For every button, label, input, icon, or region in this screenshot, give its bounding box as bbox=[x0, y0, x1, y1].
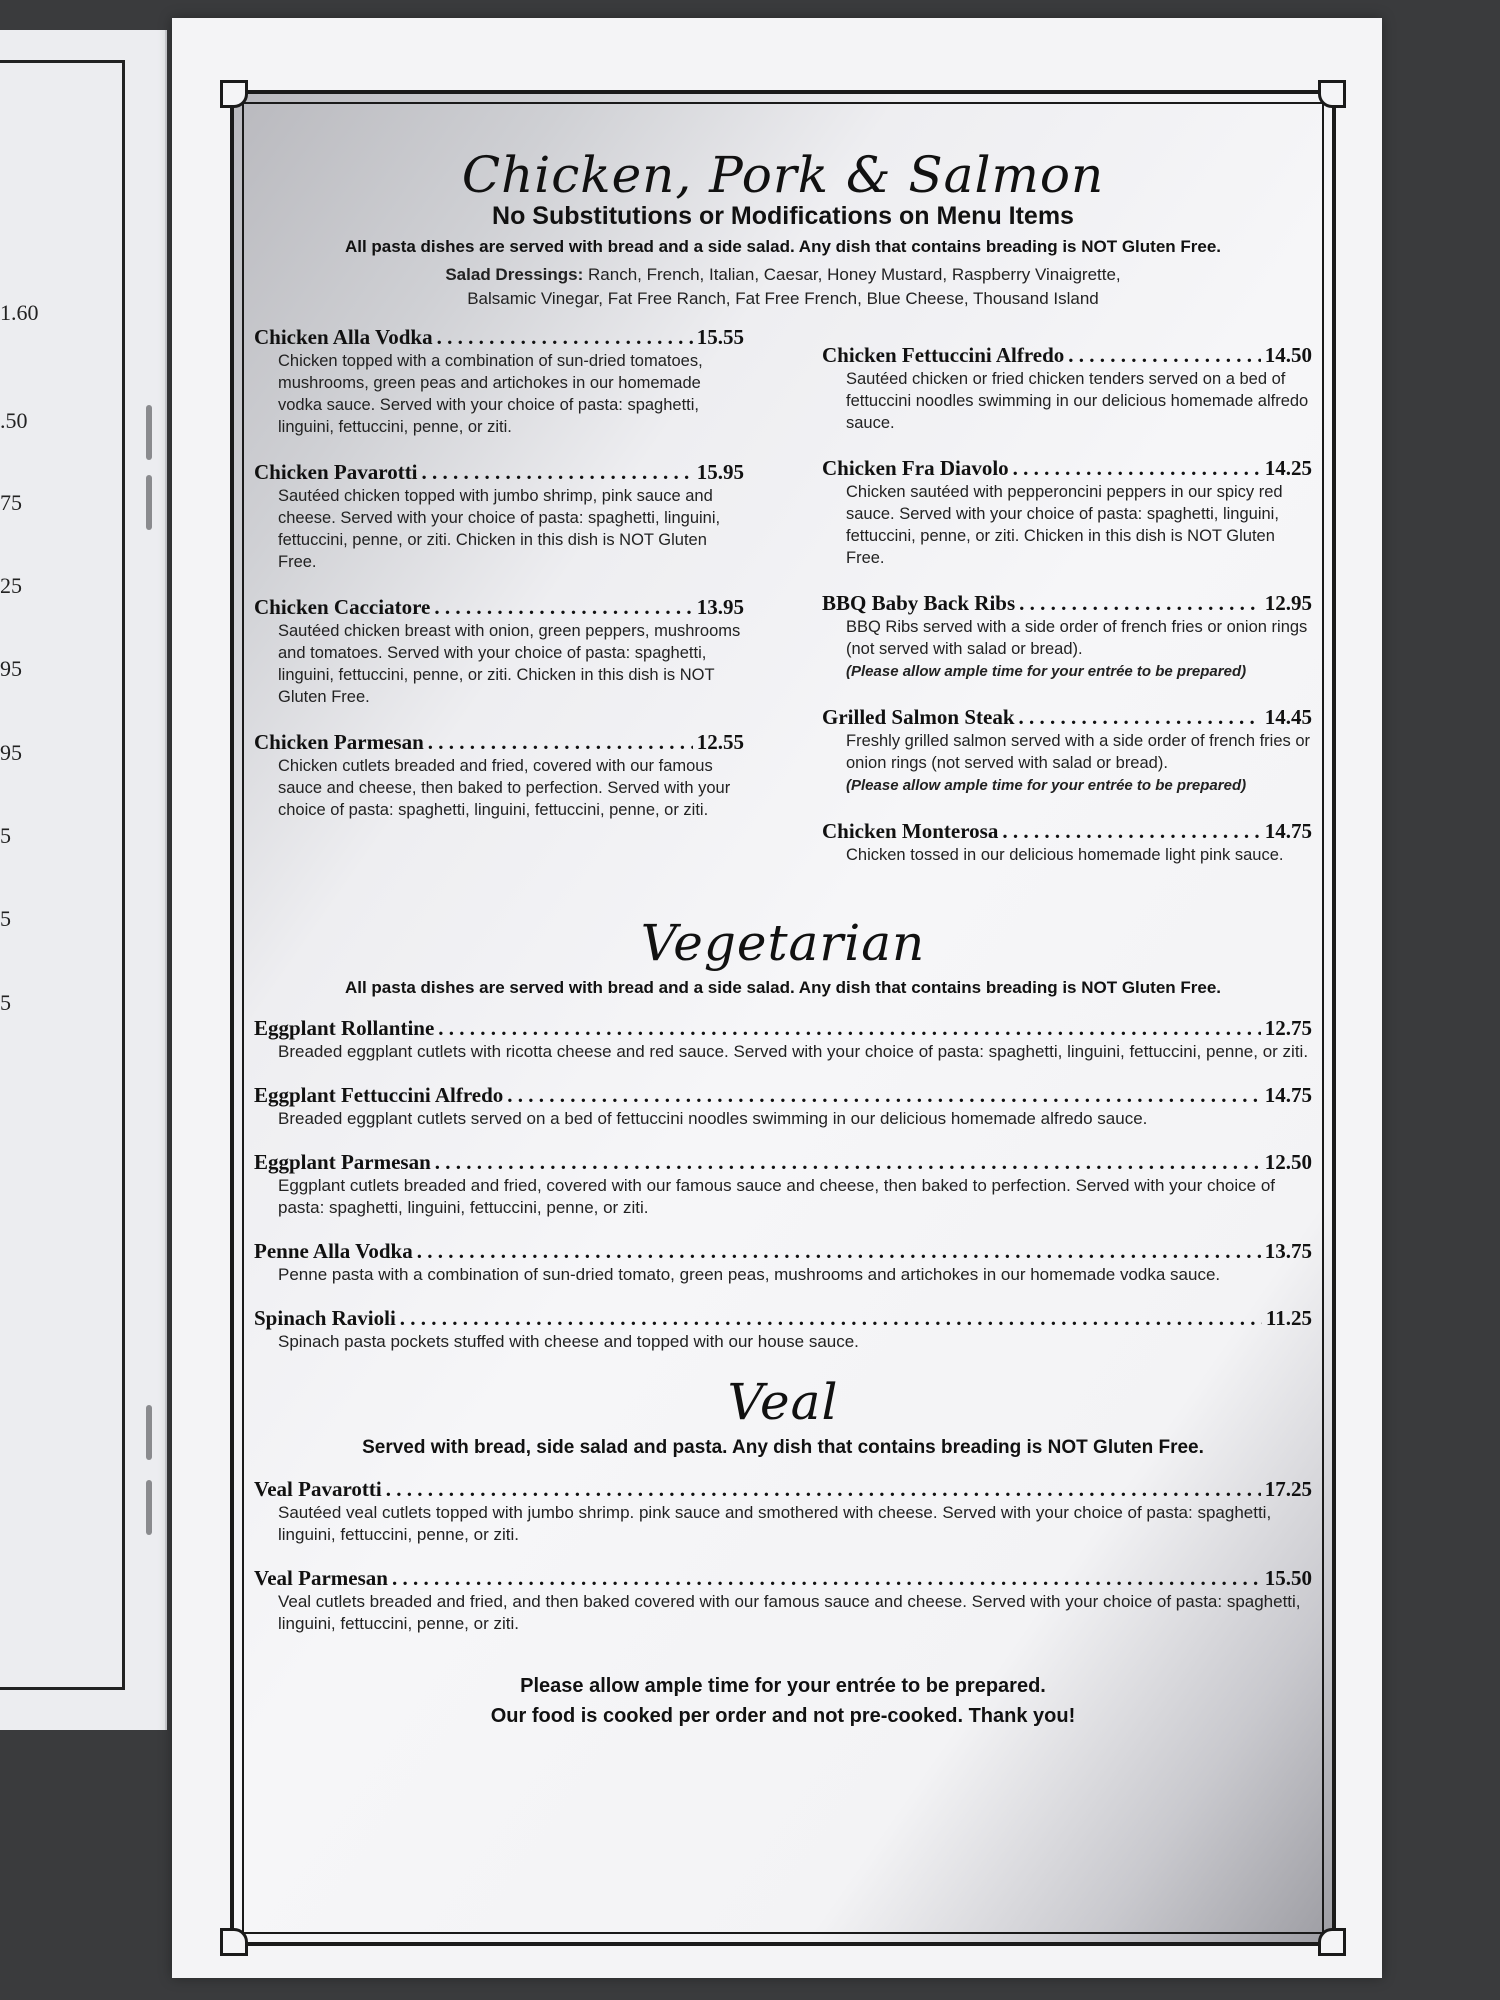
leader-dots bbox=[438, 1016, 1260, 1041]
item-price: 14.50 bbox=[1264, 343, 1312, 367]
item-description: Eggplant cutlets breaded and fried, covered with our famous sauce and cheese, then baked to perfection. Served with your choice of pasta: spaghetti, linguini, fettuccini, penne, or ziti. bbox=[278, 1176, 1275, 1217]
item-name: Eggplant Parmesan bbox=[254, 1150, 431, 1174]
menu-frame bbox=[230, 90, 1336, 1946]
item-name: Grilled Salmon Steak bbox=[822, 705, 1015, 729]
binder-staple bbox=[146, 405, 152, 460]
item-description: Chicken topped with a combination of sun-dried tomatoes, mushrooms, green peas and artichokes in our homemade vodka sauce. Served with your choice of pasta: spaghetti, linguini, fettuccini, penne, or ziti. bbox=[278, 352, 703, 436]
left-page-price: 95 bbox=[0, 740, 22, 765]
frame-corner bbox=[220, 1928, 248, 1956]
item-price: 12.95 bbox=[1264, 591, 1312, 615]
item-name: Eggplant Fettuccini Alfredo bbox=[254, 1083, 504, 1107]
item-description-text: BBQ Ribs served with a side order of french fries or onion rings (not served with salad or bread). bbox=[846, 618, 1308, 658]
item-price: 12.55 bbox=[696, 730, 744, 754]
item-description bbox=[822, 616, 1312, 683]
menu-item bbox=[822, 705, 1312, 797]
menu-item bbox=[822, 591, 1312, 683]
item-price: 15.55 bbox=[696, 325, 744, 349]
item-name: Chicken Fettuccini Alfredo bbox=[822, 343, 1065, 367]
menu-item bbox=[254, 1306, 1312, 1353]
section-title-chicken: Chicken, Pork & Salmon bbox=[461, 146, 1105, 204]
item-price: 14.75 bbox=[1264, 1083, 1312, 1107]
leader-dots bbox=[1002, 819, 1260, 844]
item-price: 14.75 bbox=[1264, 819, 1312, 843]
item-price: 13.95 bbox=[696, 595, 744, 619]
item-description-text: Freshly grilled salmon served with a side order of french fries or onion rings (not served with salad or bread). bbox=[846, 732, 1311, 772]
chicken-right-column bbox=[822, 343, 1312, 888]
vegetarian-note: All pasta dishes are served with bread and a side salad. Any dish that contains breading is NOT Gluten Free. bbox=[344, 978, 1222, 997]
item-description: Sautéed chicken breast with onion, green peppers, mushrooms and tomatoes. Served with your choice of pasta: spaghetti, linguini, fettuccini, penne, or ziti. Chicken in this dish is NOT Gluten Free. bbox=[278, 622, 741, 706]
item-name: Spinach Ravioli bbox=[254, 1306, 396, 1330]
menu-item bbox=[254, 325, 744, 438]
item-price: 17.25 bbox=[1264, 1477, 1312, 1501]
footer-notice bbox=[254, 1671, 1312, 1731]
frame-corner bbox=[1318, 1928, 1346, 1956]
binder-staple bbox=[146, 475, 152, 530]
section-title-vegetarian: Vegetarian bbox=[640, 914, 926, 972]
leader-dots bbox=[437, 325, 693, 350]
item-prep-note: (Please allow ample time for your entrée to be prepared) bbox=[846, 777, 1247, 794]
chicken-left-column bbox=[254, 325, 744, 888]
menu-item bbox=[254, 730, 744, 821]
item-description: Chicken sautéed with pepperoncini peppers in our spicy red sauce. Served with your choice of pasta: spaghetti, linguini, fettuccini, penne, or ziti. Chicken in this dish is NOT Gluten Free. bbox=[846, 483, 1283, 567]
menu-item bbox=[254, 460, 744, 573]
item-description: Breaded eggplant cutlets with ricotta cheese and red sauce. Served with your choice of pasta: spaghetti, linguini, fettuccini, penne, or ziti. bbox=[278, 1042, 1309, 1061]
menu-item bbox=[254, 1083, 1312, 1130]
item-price: 12.75 bbox=[1264, 1016, 1312, 1040]
menu-item bbox=[254, 595, 744, 708]
veal-note: Served with bread, side salad and pasta. Any dish that contains breading is NOT Gluten Free. bbox=[362, 1437, 1204, 1458]
dressings-label: Salad Dressings: bbox=[445, 265, 584, 284]
pasta-note-text: All pasta dishes are served with bread and a side salad. Any dish that contains breading is NOT Gluten Free. bbox=[344, 237, 1222, 256]
item-price: 14.25 bbox=[1264, 456, 1312, 480]
salad-dressings bbox=[254, 263, 1312, 311]
menu-item bbox=[254, 1239, 1312, 1286]
menu-page bbox=[172, 18, 1382, 1978]
leader-dots bbox=[422, 460, 693, 485]
left-page-price: 5 bbox=[0, 990, 11, 1015]
vegetarian-list bbox=[254, 1016, 1312, 1353]
item-name: Chicken Monterosa bbox=[822, 819, 999, 843]
leader-dots bbox=[1068, 343, 1260, 368]
left-page-price: 75 bbox=[0, 490, 22, 515]
footer-line-1: Please allow ample time for your entrée to be prepared. bbox=[520, 1675, 1046, 1697]
pasta-note bbox=[254, 237, 1312, 257]
dressings-line-2: Balsamic Vinegar, Fat Free Ranch, Fat Free French, Blue Cheese, Thousand Island bbox=[467, 289, 1099, 308]
left-menu-page bbox=[0, 30, 167, 1730]
chicken-columns bbox=[254, 325, 1312, 888]
leader-dots bbox=[1013, 456, 1261, 481]
item-description: Sautéed chicken topped with jumbo shrimp, pink sauce and cheese. Served with your choice of pasta: spaghetti, linguini, fettuccini, penne, or ziti. Chicken in this dish is NOT Gluten Free. bbox=[278, 487, 721, 571]
item-price: 15.95 bbox=[696, 460, 744, 484]
menu-item bbox=[254, 1016, 1312, 1063]
leader-dots bbox=[434, 595, 692, 620]
item-name: Chicken Cacciatore bbox=[254, 595, 431, 619]
menu-item bbox=[254, 1477, 1312, 1546]
leader-dots bbox=[386, 1477, 1261, 1502]
frame-corner bbox=[220, 80, 248, 108]
leader-dots bbox=[392, 1566, 1261, 1591]
item-name: Chicken Fra Diavolo bbox=[822, 456, 1009, 480]
frame-corner bbox=[1318, 80, 1346, 108]
item-description: Spinach pasta pockets stuffed with cheese and topped with our house sauce. bbox=[278, 1332, 859, 1351]
item-description bbox=[822, 730, 1312, 797]
binder-staple bbox=[146, 1480, 152, 1535]
menu-item bbox=[254, 1150, 1312, 1219]
veal-list bbox=[254, 1477, 1312, 1635]
menu-item bbox=[822, 819, 1312, 866]
item-prep-note: (Please allow ample time for your entrée to be prepared) bbox=[846, 663, 1247, 680]
item-name: BBQ Baby Back Ribs bbox=[822, 591, 1016, 615]
item-description: Sautéed chicken or fried chicken tenders served on a bed of fettuccini noodles swimming in our delicious homemade alfredo sauce. bbox=[846, 370, 1309, 432]
menu-item bbox=[822, 456, 1312, 569]
left-page-price: 1.60 bbox=[0, 300, 39, 325]
item-name: Chicken Parmesan bbox=[254, 730, 424, 754]
item-description: Breaded eggplant cutlets served on a bed of fettuccini noodles swimming in our delicious homemade alfredo sauce. bbox=[278, 1109, 1148, 1128]
leader-dots bbox=[428, 730, 693, 755]
leader-dots bbox=[400, 1306, 1262, 1331]
item-price: 11.25 bbox=[1265, 1306, 1312, 1330]
left-page-price: 95 bbox=[0, 656, 22, 681]
left-page-price: 5 bbox=[0, 823, 11, 848]
leader-dots bbox=[417, 1239, 1261, 1264]
item-name: Veal Parmesan bbox=[254, 1566, 388, 1590]
item-description: Penne pasta with a combination of sun-dried tomato, green peas, mushrooms and artichokes in our homemade vodka sauce. bbox=[278, 1265, 1221, 1284]
footer-line-2: Our food is cooked per order and not pre-cooked. Thank you! bbox=[490, 1705, 1076, 1727]
item-price: 13.75 bbox=[1264, 1239, 1312, 1263]
binder-staple bbox=[146, 1405, 152, 1460]
item-description: Chicken cutlets breaded and fried, covered with our famous sauce and cheese, then baked to perfection. Served with your choice of pasta: spaghetti, linguini, fettuccini, penne, or ziti. bbox=[278, 757, 731, 819]
item-name: Veal Pavarotti bbox=[254, 1477, 382, 1501]
leader-dots bbox=[1019, 591, 1261, 616]
item-description: Veal cutlets breaded and fried, and then baked covered with our famous sauce and cheese. Served with your choice of pasta: spaghetti, linguini, fettuccini, penne, or ziti. bbox=[278, 1592, 1301, 1633]
left-page-price: .50 bbox=[0, 408, 28, 433]
item-name: Eggplant Rollantine bbox=[254, 1016, 435, 1040]
menu-content bbox=[254, 124, 1312, 1731]
item-price: 12.50 bbox=[1264, 1150, 1312, 1174]
item-name: Chicken Alla Vodka bbox=[254, 325, 433, 349]
dressings-line-1: Ranch, French, Italian, Caesar, Honey Mustard, Raspberry Vinaigrette, bbox=[588, 265, 1121, 284]
item-description: Chicken tossed in our delicious homemade light pink sauce. bbox=[846, 846, 1284, 864]
leader-dots bbox=[435, 1150, 1261, 1175]
menu-item bbox=[822, 343, 1312, 434]
item-name: Chicken Pavarotti bbox=[254, 460, 418, 484]
section-title-veal: Veal bbox=[727, 1373, 839, 1431]
no-substitutions-notice: No Substitutions or Modifications on Menu Items bbox=[492, 202, 1074, 230]
left-page-price: 25 bbox=[0, 573, 22, 598]
item-description: Sautéed veal cutlets topped with jumbo shrimp. pink sauce and smothered with cheese. Served with your choice of pasta: spaghetti, linguini, fettuccini, penne, or ziti. bbox=[278, 1503, 1272, 1544]
leader-dots bbox=[507, 1083, 1260, 1108]
item-name: Penne Alla Vodka bbox=[254, 1239, 413, 1263]
item-price: 14.45 bbox=[1264, 705, 1312, 729]
menu-item bbox=[254, 1566, 1312, 1635]
left-page-price: 5 bbox=[0, 906, 11, 931]
item-price: 15.50 bbox=[1264, 1566, 1312, 1590]
leader-dots bbox=[1019, 705, 1261, 730]
